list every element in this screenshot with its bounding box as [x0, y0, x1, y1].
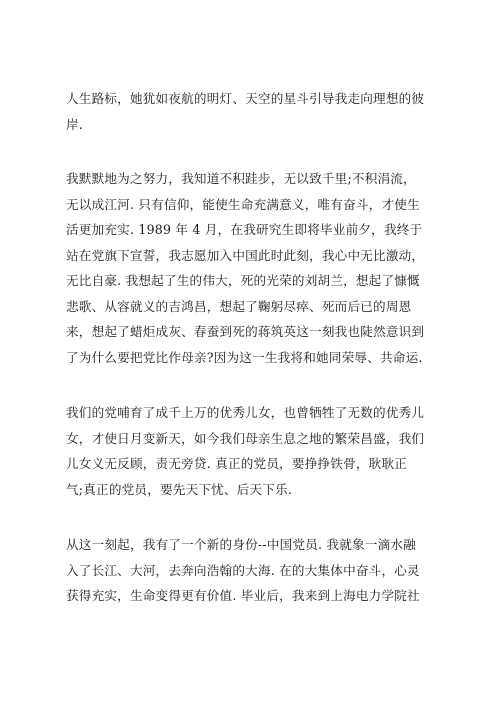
text-line: 无比自豪. 我想起了生的伟大，死的光荣的刘胡兰，想起了慷慨 [66, 273, 420, 288]
text-line: 活更加充实. 1989 年 4 月，在我研究生即将毕业前夕，我终于 [66, 222, 423, 237]
text-line: 来，想起了蜡炬成灰、春蚕到死的蒋筑英这一刻我也陡然意识到 [66, 324, 425, 339]
text-line: 我们的党哺育了成千上万的优秀儿女，也曾牺牲了无数的优秀儿 [66, 405, 425, 420]
paragraph-3 [66, 400, 436, 502]
text-line: 气;真正的党员，要先天下忧、后天下乐. [66, 481, 293, 497]
text-line: 从这一刻起，我有了一个新的身份--中国党员. 我就象一滴水融 [66, 537, 416, 552]
text-line: 获得充实，生命变得更有价值. 毕业后，我来到上海电力学院社 [66, 588, 420, 603]
text-line: 入了长江、大河，去奔向浩翰的大海. 在的大集体中奋斗，心灵 [66, 562, 420, 578]
text-line: 无以成江河. 只有信仰，能使生命充满意义，唯有奋斗，才使生 [66, 196, 420, 212]
paragraph-4 [66, 532, 436, 609]
text-line: 女，才使日月变新天，如今我们母亲生息之地的繁荣昌盛，我们 [66, 430, 425, 446]
text-line: 我默默地为之努力，我知道不积跬步，无以致千里;不积涓流， [66, 171, 416, 186]
paragraph-2 [66, 166, 436, 370]
text-line: 了为什么要把党比作母亲?因为这一生我将和她同荣辱、共命运. [66, 349, 423, 365]
text-line: 儿女义无反顾，责无旁贷. 真正的党员，要挣挣铁骨，耿耿正 [66, 456, 408, 471]
text-line: 人生路标，她犹如夜航的明灯、天空的星斗引导我走向理想的彼 [66, 91, 425, 106]
paragraph-1 [66, 86, 436, 137]
text-line: 岸. [66, 116, 83, 132]
text-line: 悲歌、从容就义的吉鸿昌，想起了鞠躬尽瘁、死而后已的周恩 [66, 298, 412, 314]
text-line: 站在党旗下宣誓，我志愿加入中国此时此刻，我心中无比激动， [66, 247, 425, 263]
